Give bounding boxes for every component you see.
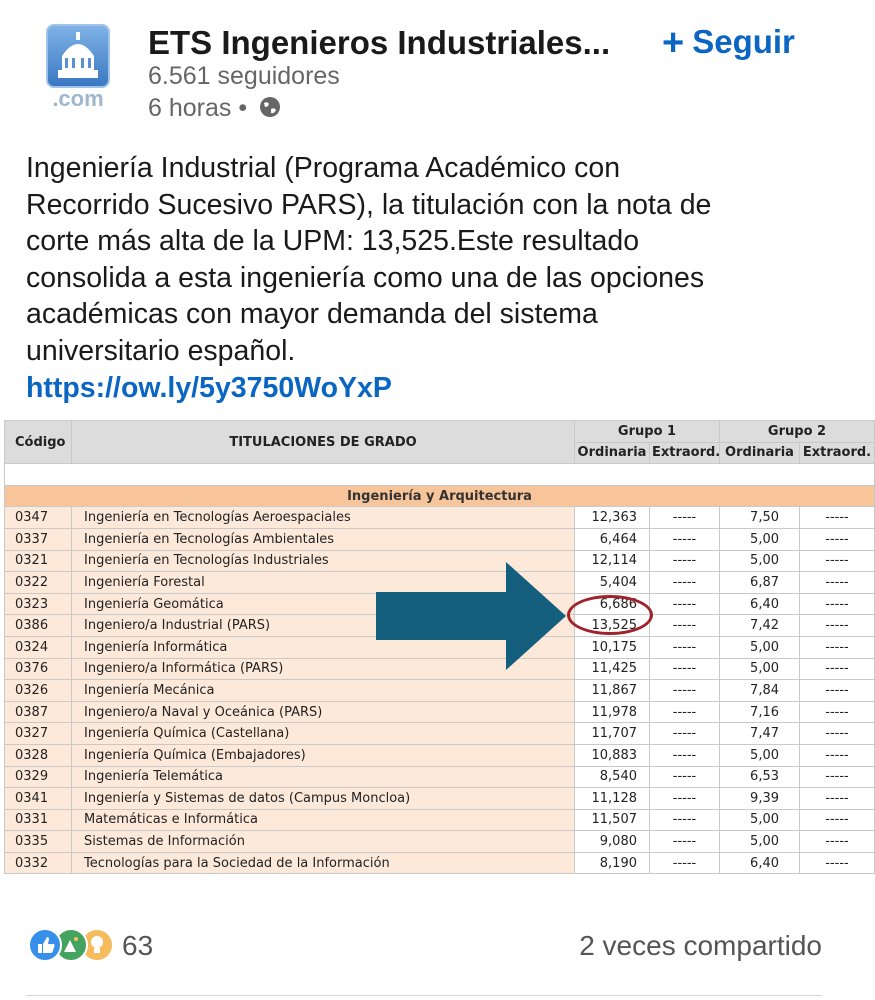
cell-grade-g1: 13,525 bbox=[575, 615, 650, 637]
cell-grade-g2: 9,39 bbox=[720, 788, 800, 810]
cell-code: 0323 bbox=[5, 593, 72, 615]
post-line: Ingeniería Industrial (Programa Académico con bbox=[26, 152, 621, 184]
cell-extra-g2: ----- bbox=[800, 723, 875, 745]
cell-extra-g1: ----- bbox=[650, 701, 720, 723]
cell-grade-g1: 6,686 bbox=[575, 593, 650, 615]
header-degrees: TITULACIONES DE GRADO bbox=[72, 421, 575, 464]
cell-degree: Ingeniería Química (Castellana) bbox=[72, 723, 575, 745]
cell-extra-g1: ----- bbox=[650, 507, 720, 529]
cell-degree: Matemáticas e Informática bbox=[72, 809, 575, 831]
cell-grade-g1: 11,128 bbox=[575, 788, 650, 810]
cell-grade-g2: 7,47 bbox=[720, 723, 800, 745]
post-line: Recorrido Sucesivo PARS), la titulación con la nota de bbox=[26, 188, 712, 221]
cell-extra-g2: ----- bbox=[800, 831, 875, 853]
cell-grade-g2: 5,00 bbox=[720, 831, 800, 853]
cell-grade-g1: 11,425 bbox=[575, 658, 650, 680]
cell-extra-g2: ----- bbox=[800, 809, 875, 831]
cell-extra-g2: ----- bbox=[800, 788, 875, 810]
cell-grade-g2: 6,40 bbox=[720, 593, 800, 615]
header-ordinaria: Ordinaria bbox=[720, 442, 800, 464]
header-extraord: Extraord. bbox=[800, 442, 875, 464]
table-row bbox=[5, 766, 875, 788]
cell-extra-g2: ----- bbox=[800, 593, 875, 615]
cell-grade-g2: 5,00 bbox=[720, 809, 800, 831]
cell-code: 0387 bbox=[5, 701, 72, 723]
cell-code: 0376 bbox=[5, 658, 72, 680]
cell-extra-g1: ----- bbox=[650, 550, 720, 572]
cell-grade-g2: 5,00 bbox=[720, 528, 800, 550]
cell-degree: Ingeniería en Tecnologías Ambientales bbox=[72, 528, 575, 550]
cell-code: 0322 bbox=[5, 572, 72, 594]
time-separator: • bbox=[238, 94, 248, 122]
cell-degree: Ingeniería Química (Embajadores) bbox=[72, 744, 575, 766]
cell-code: 0329 bbox=[5, 766, 72, 788]
cell-degree: Ingeniería Forestal bbox=[72, 572, 575, 594]
company-logo[interactable] bbox=[46, 24, 110, 114]
post-line: consolida a esta ingeniería como una de las opciones bbox=[26, 261, 705, 294]
logo-text: .com bbox=[52, 86, 104, 111]
cell-grade-g1: 10,883 bbox=[575, 744, 650, 766]
follower-count: 6.561 seguidores bbox=[148, 62, 340, 90]
cell-extra-g1: ----- bbox=[650, 593, 720, 615]
table-row bbox=[5, 809, 875, 831]
cell-degree: Sistemas de Información bbox=[72, 831, 575, 853]
header-code: Código bbox=[5, 421, 72, 464]
highlight-circle bbox=[567, 595, 653, 635]
cell-extra-g1: ----- bbox=[650, 831, 720, 853]
cell-grade-g2: 6,40 bbox=[720, 852, 800, 874]
cell-code: 0321 bbox=[5, 550, 72, 572]
post-body bbox=[26, 150, 826, 406]
cell-extra-g2: ----- bbox=[800, 615, 875, 637]
cell-extra-g2: ----- bbox=[800, 658, 875, 680]
globe-icon bbox=[258, 95, 282, 126]
cell-extra-g2: ----- bbox=[800, 766, 875, 788]
table-row bbox=[5, 831, 875, 853]
cell-grade-g1: 8,540 bbox=[575, 766, 650, 788]
table-row bbox=[5, 852, 875, 874]
cell-extra-g1: ----- bbox=[650, 680, 720, 702]
cell-extra-g2: ----- bbox=[800, 636, 875, 658]
cell-extra-g1: ----- bbox=[650, 528, 720, 550]
table-row bbox=[5, 680, 875, 702]
cell-grade-g1: 12,114 bbox=[575, 550, 650, 572]
follow-label: Seguir bbox=[692, 23, 795, 60]
cell-degree: Ingeniería Telemática bbox=[72, 766, 575, 788]
cell-extra-g1: ----- bbox=[650, 572, 720, 594]
cell-grade-g2: 6,53 bbox=[720, 766, 800, 788]
cell-code: 0324 bbox=[5, 636, 72, 658]
table-row bbox=[5, 788, 875, 810]
post-time-text: 6 horas bbox=[148, 94, 232, 122]
cell-grade-g1: 11,978 bbox=[575, 701, 650, 723]
cell-grade-g1: 10,175 bbox=[575, 636, 650, 658]
cell-code: 0347 bbox=[5, 507, 72, 529]
header-group2: Grupo 2 bbox=[720, 421, 875, 443]
cell-extra-g2: ----- bbox=[800, 701, 875, 723]
table-row bbox=[5, 701, 875, 723]
cell-code: 0335 bbox=[5, 831, 72, 853]
cell-degree: Tecnologías para la Sociedad de la Información bbox=[72, 852, 575, 874]
cell-grade-g1: 6,464 bbox=[575, 528, 650, 550]
post-link[interactable]: https://ow.ly/5y3750WoYxP bbox=[26, 371, 392, 404]
section-title: Ingeniería y Arquitectura bbox=[5, 485, 875, 507]
cell-degree: Ingeniero/a Industrial (PARS) bbox=[72, 615, 575, 637]
cell-extra-g1: ----- bbox=[650, 788, 720, 810]
cell-extra-g1: ----- bbox=[650, 766, 720, 788]
cell-degree: Ingeniería y Sistemas de datos (Campus Moncloa) bbox=[72, 788, 575, 810]
cell-extra-g2: ----- bbox=[800, 680, 875, 702]
cell-degree: Ingeniería en Tecnologías Industriales bbox=[72, 550, 575, 572]
cell-code: 0386 bbox=[5, 615, 72, 637]
cell-code: 0327 bbox=[5, 723, 72, 745]
cell-extra-g2: ----- bbox=[800, 572, 875, 594]
cell-code: 0337 bbox=[5, 528, 72, 550]
cell-grade-g1: 12,363 bbox=[575, 507, 650, 529]
cell-extra-g1: ----- bbox=[650, 658, 720, 680]
cell-code: 0332 bbox=[5, 852, 72, 874]
cell-degree: Ingeniería Geomática bbox=[72, 593, 575, 615]
follow-button[interactable] bbox=[662, 22, 795, 65]
header-ordinaria: Ordinaria bbox=[575, 442, 650, 464]
cell-grade-g1: 11,867 bbox=[575, 680, 650, 702]
cell-code: 0331 bbox=[5, 809, 72, 831]
cell-grade-g1: 8,190 bbox=[575, 852, 650, 874]
post-header bbox=[0, 0, 848, 140]
arrow-right-icon bbox=[376, 562, 566, 670]
cell-extra-g2: ----- bbox=[800, 550, 875, 572]
share-count[interactable]: 2 veces compartido bbox=[579, 930, 822, 961]
cell-grade-g1: 11,707 bbox=[575, 723, 650, 745]
header-group1: Grupo 1 bbox=[575, 421, 720, 443]
cell-grade-g2: 7,16 bbox=[720, 701, 800, 723]
table-row bbox=[5, 723, 875, 745]
cell-extra-g1: ----- bbox=[650, 809, 720, 831]
cell-grade-g1: 11,507 bbox=[575, 809, 650, 831]
divider bbox=[26, 995, 822, 996]
cell-grade-g2: 6,87 bbox=[720, 572, 800, 594]
cell-extra-g2: ----- bbox=[800, 528, 875, 550]
cell-grade-g2: 7,42 bbox=[720, 615, 800, 637]
cell-grade-g2: 7,50 bbox=[720, 507, 800, 529]
cell-grade-g1: 5,404 bbox=[575, 572, 650, 594]
cell-extra-g2: ----- bbox=[800, 507, 875, 529]
cell-degree: Ingeniería Informática bbox=[72, 636, 575, 658]
cell-code: 0328 bbox=[5, 744, 72, 766]
cell-degree: Ingeniería en Tecnologías Aeroespaciales bbox=[72, 507, 575, 529]
cell-extra-g1: ----- bbox=[650, 852, 720, 874]
cell-grade-g1: 9,080 bbox=[575, 831, 650, 853]
cell-extra-g2: ----- bbox=[800, 852, 875, 874]
cell-code: 0326 bbox=[5, 680, 72, 702]
cell-extra-g1: ----- bbox=[650, 615, 720, 637]
table-row bbox=[5, 507, 875, 529]
cell-grade-g2: 5,00 bbox=[720, 658, 800, 680]
cell-degree: Ingeniero/a Naval y Oceánica (PARS) bbox=[72, 701, 575, 723]
cell-grade-g2: 7,84 bbox=[720, 680, 800, 702]
post-line: académicas con mayor demanda del sistema bbox=[26, 298, 598, 331]
cell-grade-g2: 5,00 bbox=[720, 636, 800, 658]
table-row bbox=[5, 528, 875, 550]
cell-extra-g2: ----- bbox=[800, 744, 875, 766]
cell-extra-g1: ----- bbox=[650, 744, 720, 766]
cell-extra-g1: ----- bbox=[650, 723, 720, 745]
post-line: universitario español. bbox=[26, 334, 296, 367]
post-image[interactable] bbox=[0, 420, 872, 871]
dome-icon bbox=[46, 24, 110, 88]
cell-code: 0341 bbox=[5, 788, 72, 810]
cell-degree: Ingeniero/a Informática (PARS) bbox=[72, 658, 575, 680]
cell-extra-g1: ----- bbox=[650, 636, 720, 658]
table-row bbox=[5, 744, 875, 766]
post-time bbox=[148, 94, 282, 126]
header-extraord: Extraord. bbox=[650, 442, 720, 464]
plus-icon: + bbox=[662, 22, 685, 64]
cell-grade-g2: 5,00 bbox=[720, 744, 800, 766]
author-name[interactable]: ETS Ingenieros Industriales... bbox=[148, 24, 611, 61]
post-line: corte más alta de la UPM: 13,525.Este resultado bbox=[26, 225, 640, 258]
cell-grade-g2: 5,00 bbox=[720, 550, 800, 572]
reaction-count[interactable]: 63 bbox=[122, 930, 154, 961]
cell-degree: Ingeniería Mecánica bbox=[72, 680, 575, 702]
like-icon bbox=[28, 928, 62, 962]
